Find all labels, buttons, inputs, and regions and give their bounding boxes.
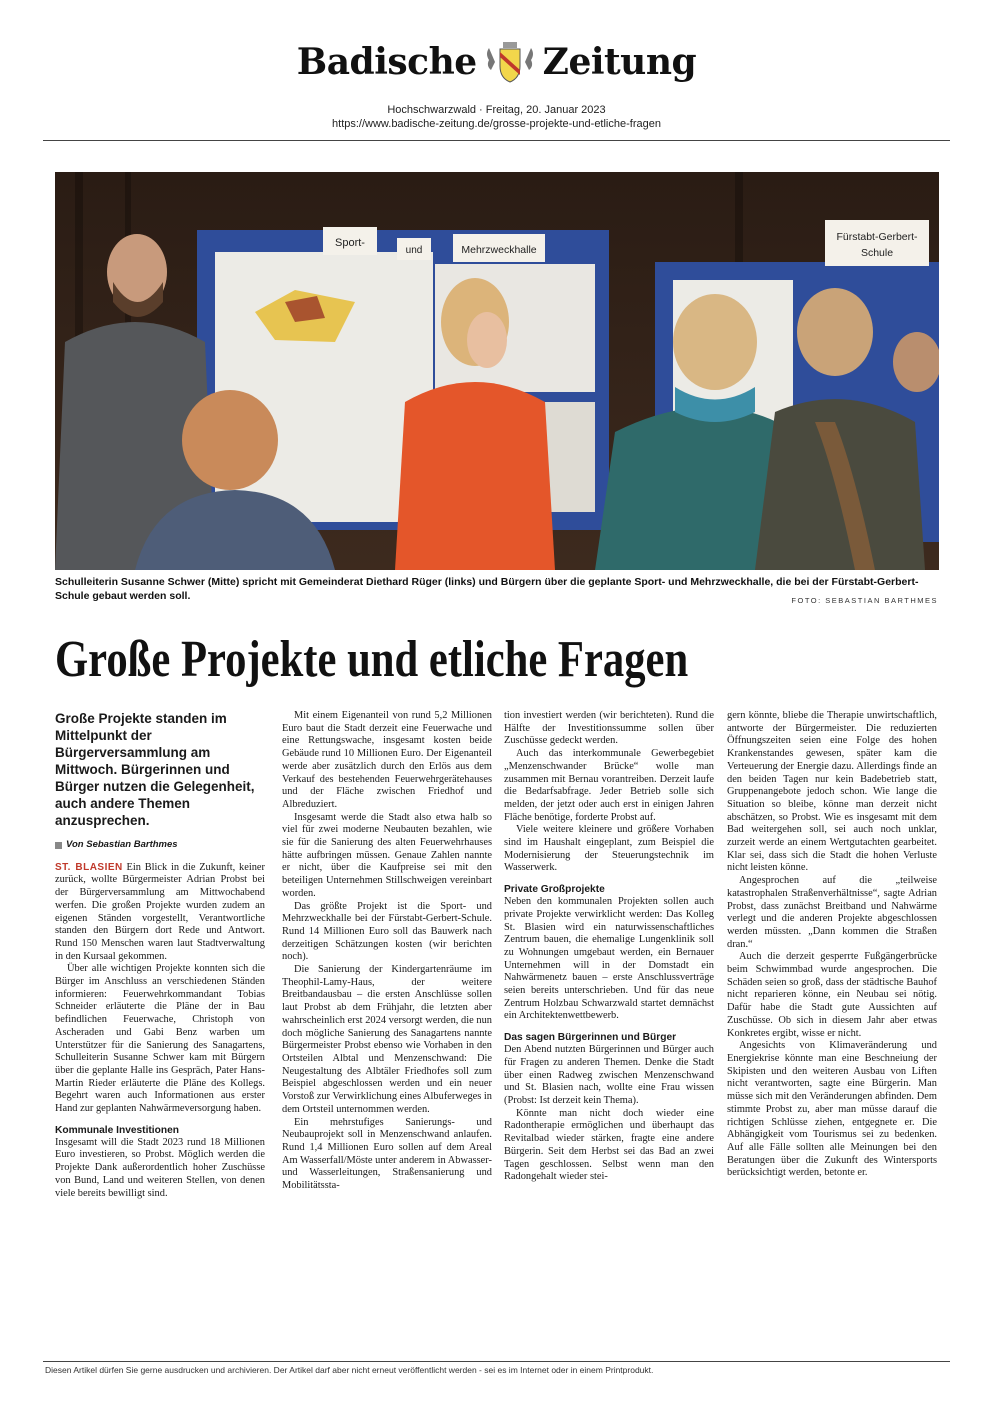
paragraph: Über alle wichtigen Projekte konnten sich die Bürger im Anschluss an verschiedenen Ständen informieren: Feuerwehrkommandant Tobias Schneider erläuterte die Pläne der in Bau befindlichen Feuerwache, Christoph von Ascheraden und Gabi Benz warben um Unterstützer für die Sanierung des Sanagartens, Schulleiterin Susanne Schwer kam mit Bürgern über die geplante Halle ins Gespräch, Pater Hans-Martin Rieder erläuterte die Pläne des Kollegs. Begehrt waren auch Informationen aus erster Hand zur geplanten Nahwärmeversorgung haben. — [55, 963, 265, 1115]
paragraph: Könnte man nicht doch wieder eine Radontherapie ermöglichen und überhaupt das Revitalbad wieder stärken, fragte eine andere Bürgerin. Seit dem Herbst sei das Bad an zwei Tagen geschlossen. Selbst wenn man den Radongehalt wieder stei- — [504, 1107, 714, 1183]
paragraph: gern könnte, bliebe die Therapie unwirtschaftlich, antworte der Bürgermeister. Die reduzierten Öffnungszeiten seien eine Folge des hohen Krankenstandes gewesen, später kam die Verteuerung der Energie dazu. Allerdings finde an den beiden Tagen nur kein Badebetrieb statt, Gruppenangebote jedoch schon. Wie lange die Situation so bleibe, könne man derzeit nicht abschätzen, so Probst. Wie es insgesamt mit dem Bad weitergehen soll, sei auch noch unklar, zurzeit werde an einem Wertgutachten gearbeitet. Klar sei, dass sich die Stadt die hohen Verluste nicht leisten könne. — [727, 710, 937, 874]
paragraph: Insgesamt werde die Stadt also etwa halb so viel für zwei moderne Neubauten bezahlen, wie sie für die Sanierung des alten Feuerwehrhauses hätte aufbringen müssen. Genaue Zahlen nannte er nicht, über die Kaufpreise sei mit den beteiligen Unternehmen Stillschweigen vereinbart worden. — [282, 811, 492, 899]
byline-square-icon — [55, 842, 62, 849]
paragraph: Neben den kommunalen Projekten sollen auch private Projekte verwirklicht werden: Das Kolleg St. Blasien wird ein naturwissenschaftliches Zentrum bauen, die ehemalige Lungenklinik soll zu Wohnungen umgebaut werden, ein Bernauer Unternehmen will in der Domstadt ein Nahwärmenetz bauen – erste Anschlussverträge seien bereits unterschrieben. Und für das neue Zentrum Holzbau Schwarzwald startet demnächst ein Architektenwettbewerb. — [504, 896, 714, 1022]
svg-text:und: und — [405, 245, 423, 256]
edition-meta — [0, 103, 993, 131]
logo-word-left: Badische — [296, 41, 477, 83]
paragraph: Ein mehrstufiges Sanierungs- und Neubauprojekt soll in Menzenschwand anlaufen. Rund 1,4 Millionen Euro sollen auf dem Areal Am Wasserfall/Möste unter anderem in Abwasser- und Wasserleitungen, Straßensanierung und Mobilitätssta- — [282, 1116, 492, 1192]
paragraph: Angesprochen auf die „teilweise katastrophalen Straßenverhältnisse“, sagte Adrian Probst, dass zunächst Breitband und Nahwärme verlegt und die anderen Projekte abgeschlossen werden müssten. „Dann kommen die Straßen dran.“ — [727, 875, 937, 950]
paragraph-text: Ein Blick in die Zukunft, keiner zurück, wollte Bürgermeister Adrian Probst bei der Bürgerversammlung am Mittwochabend werfen. Die großen Projekte wurden zudem an eigenen Ständen vorgestellt, Verantwortliche standen den Bürgern dort Rede und Antwort. Rund 150 Menschen waren laut Stadtverwaltung in den Kursaal gekommen. — [55, 861, 265, 962]
svg-text:Mehrzweckhalle: Mehrzweckhalle — [461, 244, 537, 256]
photo-caption: Schulleiterin Susanne Schwer (Mitte) spricht mit Gemeinderat Diethard Rüger (links) und Bürgern über die geplante Sport- und Mehrzweckhalle, die bei der Fürstabt-Gerbert-Schule gebaut werden soll. — [55, 576, 919, 602]
teaser: Große Projekte standen im Mittelpunkt der Bürgerversammlung am Mittwoch. Bürgerinnen und Bürger nutzen die Gelegenheit, auch andere Themen anzusprechen. — [55, 711, 255, 828]
sign-school — [825, 220, 929, 266]
article-url[interactable]: https://www.badische-zeitung.de/grosse-projekte-und-etliche-fragen — [332, 118, 661, 130]
person-man-far-right — [893, 332, 939, 392]
subheading: Das sagen Bürgerinnen und Bürger — [504, 1032, 677, 1044]
coat-of-arms-icon — [483, 40, 537, 84]
footer-notice: Diesen Artikel dürfen Sie gerne ausdrucken und archivieren. Der Artikel darf aber nicht erneut veröffentlicht werden - sei es im Internet oder in einem Printprodukt. — [45, 1365, 654, 1375]
byline — [55, 839, 265, 852]
logo-word-right: Zeitung — [542, 41, 697, 83]
bottom-divider — [43, 1361, 950, 1362]
article-column-1 — [55, 710, 265, 1200]
paragraph: Viele weitere kleinere und größere Vorhaben sind im Haushalt eingeplant, zum Beispiel die Modernisierung der Steuerungstechnik im Wasserwerk. — [504, 824, 714, 874]
paragraph: tion investiert werden (wir berichteten). Rund die Hälfte der Investitionssumme sollen über Zuschüsse gedeckt werden. — [504, 710, 714, 747]
paragraph — [55, 862, 265, 964]
article-column-3 — [504, 710, 714, 1184]
svg-text:Schule: Schule — [860, 247, 894, 259]
article-column-4 — [727, 710, 937, 1180]
article-photo — [55, 172, 939, 570]
paragraph: Das größte Projekt ist die Sport- und Mehrzweckhalle bei der Fürstabt-Gerbert-Schule. Rund 14 Millionen Euro soll das Bauwerk nach derzeitigen Schätzungen kosten (wir berichten noch). — [282, 900, 492, 963]
paragraph: Angesichts von Klimaveränderung und Energiekrise könnte man eine Beschneiung der Skipisten und den weiteren Ausbau von Liften nicht verantworten, sagte eine Bürgerin. Man müsse sich mit den Veränderungen abfinden. Dem stimmte Probst zu, aber man müsse darauf die richtigen Schlüsse ziehen, entgegnete er. Die Abhängigkeit vom Tourismus sei zu bedenken. Auf alle Fälle sollten alle Meinungen bei den Beratungen über die Zukunft des Wintersports berücksichtigt werden, betonte er. — [727, 1040, 937, 1179]
masthead — [0, 40, 993, 84]
logo — [0, 40, 993, 84]
subheading: Private Großprojekte — [504, 884, 605, 896]
svg-text:Fürstabt-Gerbert-: Fürstabt-Gerbert- — [836, 231, 918, 243]
paragraph: Den Abend nutzten Bürgerinnen und Bürger auch für Fragen zu anderen Themen. Denke die Stadt über einen Radweg zwischen Menzenschwand und St. Blasien nach, wollte eine Frau wissen (Probst: Ist derzeit kein Thema). — [504, 1044, 714, 1106]
dateline: ST. BLASIEN — [55, 861, 123, 873]
photo-credit: FOTO: SEBASTIAN BARTHMES — [791, 596, 938, 605]
photo-scene — [55, 172, 939, 570]
paragraph: Mit einem Eigenanteil von rund 5,2 Millionen Euro baut die Stadt derzeit eine Feuerwache und eine Rettungswache, insgesamt kosten beide Gebäude rund 10 Millionen Euro. Der Eigenanteil werde aber zusätzlich durch den Erlös aus dem Verkauf des bestehenden Feuerwehrgerätehauses und der Fläche zwischen Friedhof und Albreduziert. — [282, 710, 492, 810]
article-column-2 — [282, 710, 492, 1193]
top-divider — [43, 140, 950, 141]
paragraph: Auch die derzeit gesperrte Fußgängerbrücke beim Schwimmbad wurde angesprochen. Die Schäden seien so groß, dass der städtische Bauhof nicht reparieren könne, ein Neubau sei nötig. Dafür habe die Stadt gute Aussichten auf Zuschüsse. Ob sich in diesem Jahr aber etwas Konkretes ergibt, wisse er nicht. — [727, 951, 937, 1039]
subheading: Kommunale Investitionen — [55, 1124, 179, 1136]
headline: Große Projekte und etliche Fragen — [55, 631, 689, 688]
byline-text: Von Sebastian Barthmes — [66, 839, 178, 850]
paragraph: Die Sanierung der Kindergartenräume im Theophil-Lamy-Haus, der weitere Breitbandausbau – die ersten Anschlüsse sollen laut Probst ab dem Frühjahr, die letzten aber wahrscheinlich erst 2024 versorgt werden, die nun doch mögliche Sanierung des Sanagartens nannte Bürgermeister Probst ebenso wie Vorhaben in den Ortsteilen Albtal und Menzenschwand: Die Neugestaltung des Albtäler Friedhofes soll zum Beispiel abgeschlossen werden und ein neuer Vorstoß zur Verwirklichung eines Albuferweges in dem Ortsteil unternommen werden. — [282, 964, 492, 1115]
svg-text:Sport-: Sport- — [335, 237, 365, 249]
paragraph: Insgesamt will die Stadt 2023 rund 18 Millionen Euro investieren, so Probst. Möglich werden die Projekte Dank außerordentlich hoher Zuschüsse von Bund, Land und weiteren Stellen, von denen viele bereits bewilligt sind. — [55, 1136, 265, 1199]
paragraph: Auch das interkommunale Gewerbegebiet „Menzenschwander Brücke“ wolle man zusammen mit Bernau vorantreiben. Derzeit laufe die Bedarfsabfrage. Jeder Betrieb solle sich melden, der jetzt oder auch erst in einigen Jahren Fläche benötige, forderte Probst auf. — [504, 748, 714, 823]
edition-line: Hochschwarzwald · Freitag, 20. Januar 2023 — [387, 104, 606, 116]
